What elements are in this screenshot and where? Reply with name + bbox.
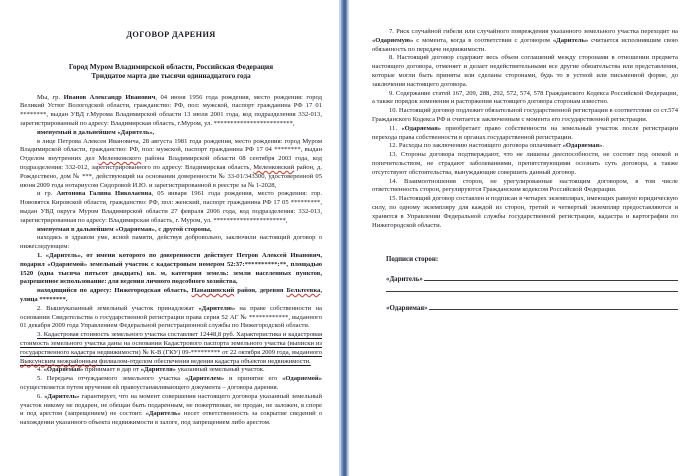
- signature-donor-line[interactable]: [424, 274, 678, 281]
- clause-11: 11. «Одаряемая» приобретает право собственности на земельный участок после регистрации перехода права собственности в органах государственной регистрации.: [372, 124, 678, 141]
- clause-14: 14. Взаимоотношения сторон, не урегулированные настоящим договором, в том числе ответственность сторон, регулируются Гражданским кодексом Российской Федерации.: [372, 177, 678, 194]
- paragraph-preamble: находясь в здравом уме, ясной памяти, действуя добровольно, заключили настоящий договор о нижеследующем:: [20, 234, 322, 251]
- signature-donor-label: «Даритель»: [386, 276, 423, 284]
- paragraph-donor-intro: Мы, гр. Иванов Александр Иванович, 04 июня 1956 года рождения, место рождения: город Великий Устюг Вологодской области, гражданство: РФ, пол: мужской, паспорт гражданина РФ 17 01 ********, выдан УВД г.Мурома Владимирской области 13 июля 2001 года, код подразделения 332-013, зарегистрированный по адресу: Владимирская область, г.Муром, ул. ************************,: [20, 93, 323, 128]
- date-line: Тридцатое марта две тысячи одиннадцатого года: [91, 71, 251, 80]
- clause-4: 4. «Одаряемая» принимает в дар от «Дарителя» указанный земельный участок.: [37, 366, 265, 374]
- clause-2: 2. Вышеуказанный земельный участок принадлежат «Дарителю» на праве собственности на основании Свидетельства о государственной регистрации права серия 52 АГ № ************, выданного 01 декабря 2009 года Управлением Федеральной регистрационной службы по Нижегородской области.: [20, 304, 322, 330]
- clause-3: 3. Кадастровая стоимость земельного участка составляет 12448,8 руб. Характеристика и кадастровая стоимость земельного участка даны на основании Кадастрового паспорта земельного участка (выписки из государственного кадастра недвижимости) № К-В (ГКУ) 09-********* от 22 октября 2009 года, выданного Выксунским межрайонным филиалом-отделом обеспечения ведения кадастра объектов недвижимости.: [20, 331, 322, 365]
- signature-row-donee: [386, 303, 678, 312]
- clause-12: 12. Расходы по заключению настоящего договора оплачивает «Одаряемая».: [389, 142, 604, 150]
- clause-6: 6. «Даритель» гарантирует, что на момент совершения настоящего договора указанный земельный участок никому не подарен, не обещан быть подаренным, не пожертвован, не продан, не заложен, в споре и под арестом (запрещением) не состоит. «Даритель» несет ответственность за сокрытие сведений о нахождении указанного объекта недвижимости в залоге, под запрещением либо арестом.: [20, 392, 323, 427]
- place-and-date-block: [20, 62, 322, 82]
- page-title: ДОГОВОР ДАРЕНИЯ: [126, 30, 216, 39]
- document-column-left: [0, 0, 336, 476]
- place-line: Город Муром Владимирской области, Российская Федерация: [68, 61, 274, 71]
- clause-7: 7. Риск случайной гибели или случайного повреждения указанного земельного участка переходит на «Одаряемую» с момента, когда в соответствии с договором «Даритель» считается исполнившим свою обязанность по передаче недвижимости.: [372, 28, 678, 53]
- vertical-scrollbar[interactable]: [339, 0, 349, 476]
- paragraph-donor-label: именуемый в дальнейшем «Даритель»,: [37, 128, 155, 136]
- signature-donee-line[interactable]: [429, 303, 678, 310]
- clause-10: 10. Настоящий договор подлежит обязательной государственной регистрации в соответствии со ст.574 Гражданского Кодекса РФ и считается заключенным с момента его государственной регистрации.: [372, 107, 678, 123]
- signature-donor-line-second[interactable]: [386, 290, 678, 292]
- clause-5: 5. Передача отчуждаемого земельного участка «Дарителем» и принятие его «Одаряемой» осуществляется путем вручения ей правоустанавливающего документа – договора дарения.: [20, 375, 322, 391]
- clause-9: 9. Содержание статей 167, 209, 288, 292, 572, 574, 578 Гражданского Кодекса Российской Федерации, а также порядок изменения и расторжения настоящего договора сторонам известно.: [372, 89, 678, 106]
- signatures-heading: Подписи сторон:: [386, 256, 439, 264]
- paragraph-donee-intro: и гр. Антонова Галина Николаевна, 05 января 1961 года рождения, место рождения: гор. Нововятск Кировской области, гражданство: РФ, пол: женский, паспорт гражданина РФ 17 05 *********, выдан УВД округа Муром Владимирской области 27 февраля 2006 года, код подразделения: 332-013, зарегистрированная по адресу: Владимирская область, г. Муром, ул. **********************,: [20, 190, 322, 224]
- clause-1: 1. «Даритель», от имени которого по доверенности действует Петров Алексей Иванович, подарил «Одаряемой» земельный участок с кадастровым номером 52:37:**********:**, площадью 1520 (одна тысяча пятьсот двадцать) кв. м, категория земель: земли населенных пунктов, разрешенное использование: для ведения личного подсобного хозяйства,: [20, 252, 322, 286]
- clause-13: 13. Стороны договора подтверждают, что не лишены дееспособности, не состоят под опекой и попечительством, не страдают заболеваниями, препятствующими осознать суть договора, а также отсутствуют обстоятельства, вынуждающие совершить данный договор.: [372, 151, 678, 176]
- signature-row-donor: [386, 274, 678, 283]
- clause-1-address: находящийся по адресу: Нижегородская область, Навашинский район, деревня Бельтеевка, улица ********.: [20, 287, 322, 303]
- clause-15: 15. Настоящий договор составлен и подписан в четырех экземплярах, имеющих равную юридическую силу, по одному экземпляру для каждой из сторон, третий и четвертый экземпляр предоставляются и хранится в Управлении Федеральной службы государственной регистрации, кадастра и картографии по Нижегородской области.: [372, 195, 678, 229]
- paragraph-representative: в лице Петрова Алексея Ивановича, 28 августа 1981 года рождения, место рождения: город Муром Владимирской области, гражданство: РФ, пол: мужской, паспорт гражданина РФ 17 04 ********, выдан Отделом внутренних дел Меленковского района Владимирской области 08 сентября 2003 года, код подразделения: 332-012, зарегистрированного по адресу: Владимирская область, Меленковский район, д. Рождествено, дом № ***, действующий на основании доверенности № 33-01/343300, удостоверенной 05 июня 2009 года нотариусом Сидоровой И.Ю. и зарегистрированной в реестре за № 1-2028,: [20, 137, 323, 189]
- paragraph-donee-label: именуемая в дальнейшем «Одаряемая», с другой стороны,: [37, 225, 212, 233]
- document-column-right: [356, 0, 700, 476]
- signature-donee-label: «Одаряемая»: [386, 305, 428, 313]
- clause-8: 8. Настоящий договор содержит весь объем соглашений между сторонами в отношении предмета настоящего договора, отменяет и делает недействительными все другие обязательства или представления, которые могли быть приняты или сделаны сторонами, будь то в устной или письменной форме, до заключения настоящего договора.: [372, 54, 678, 88]
